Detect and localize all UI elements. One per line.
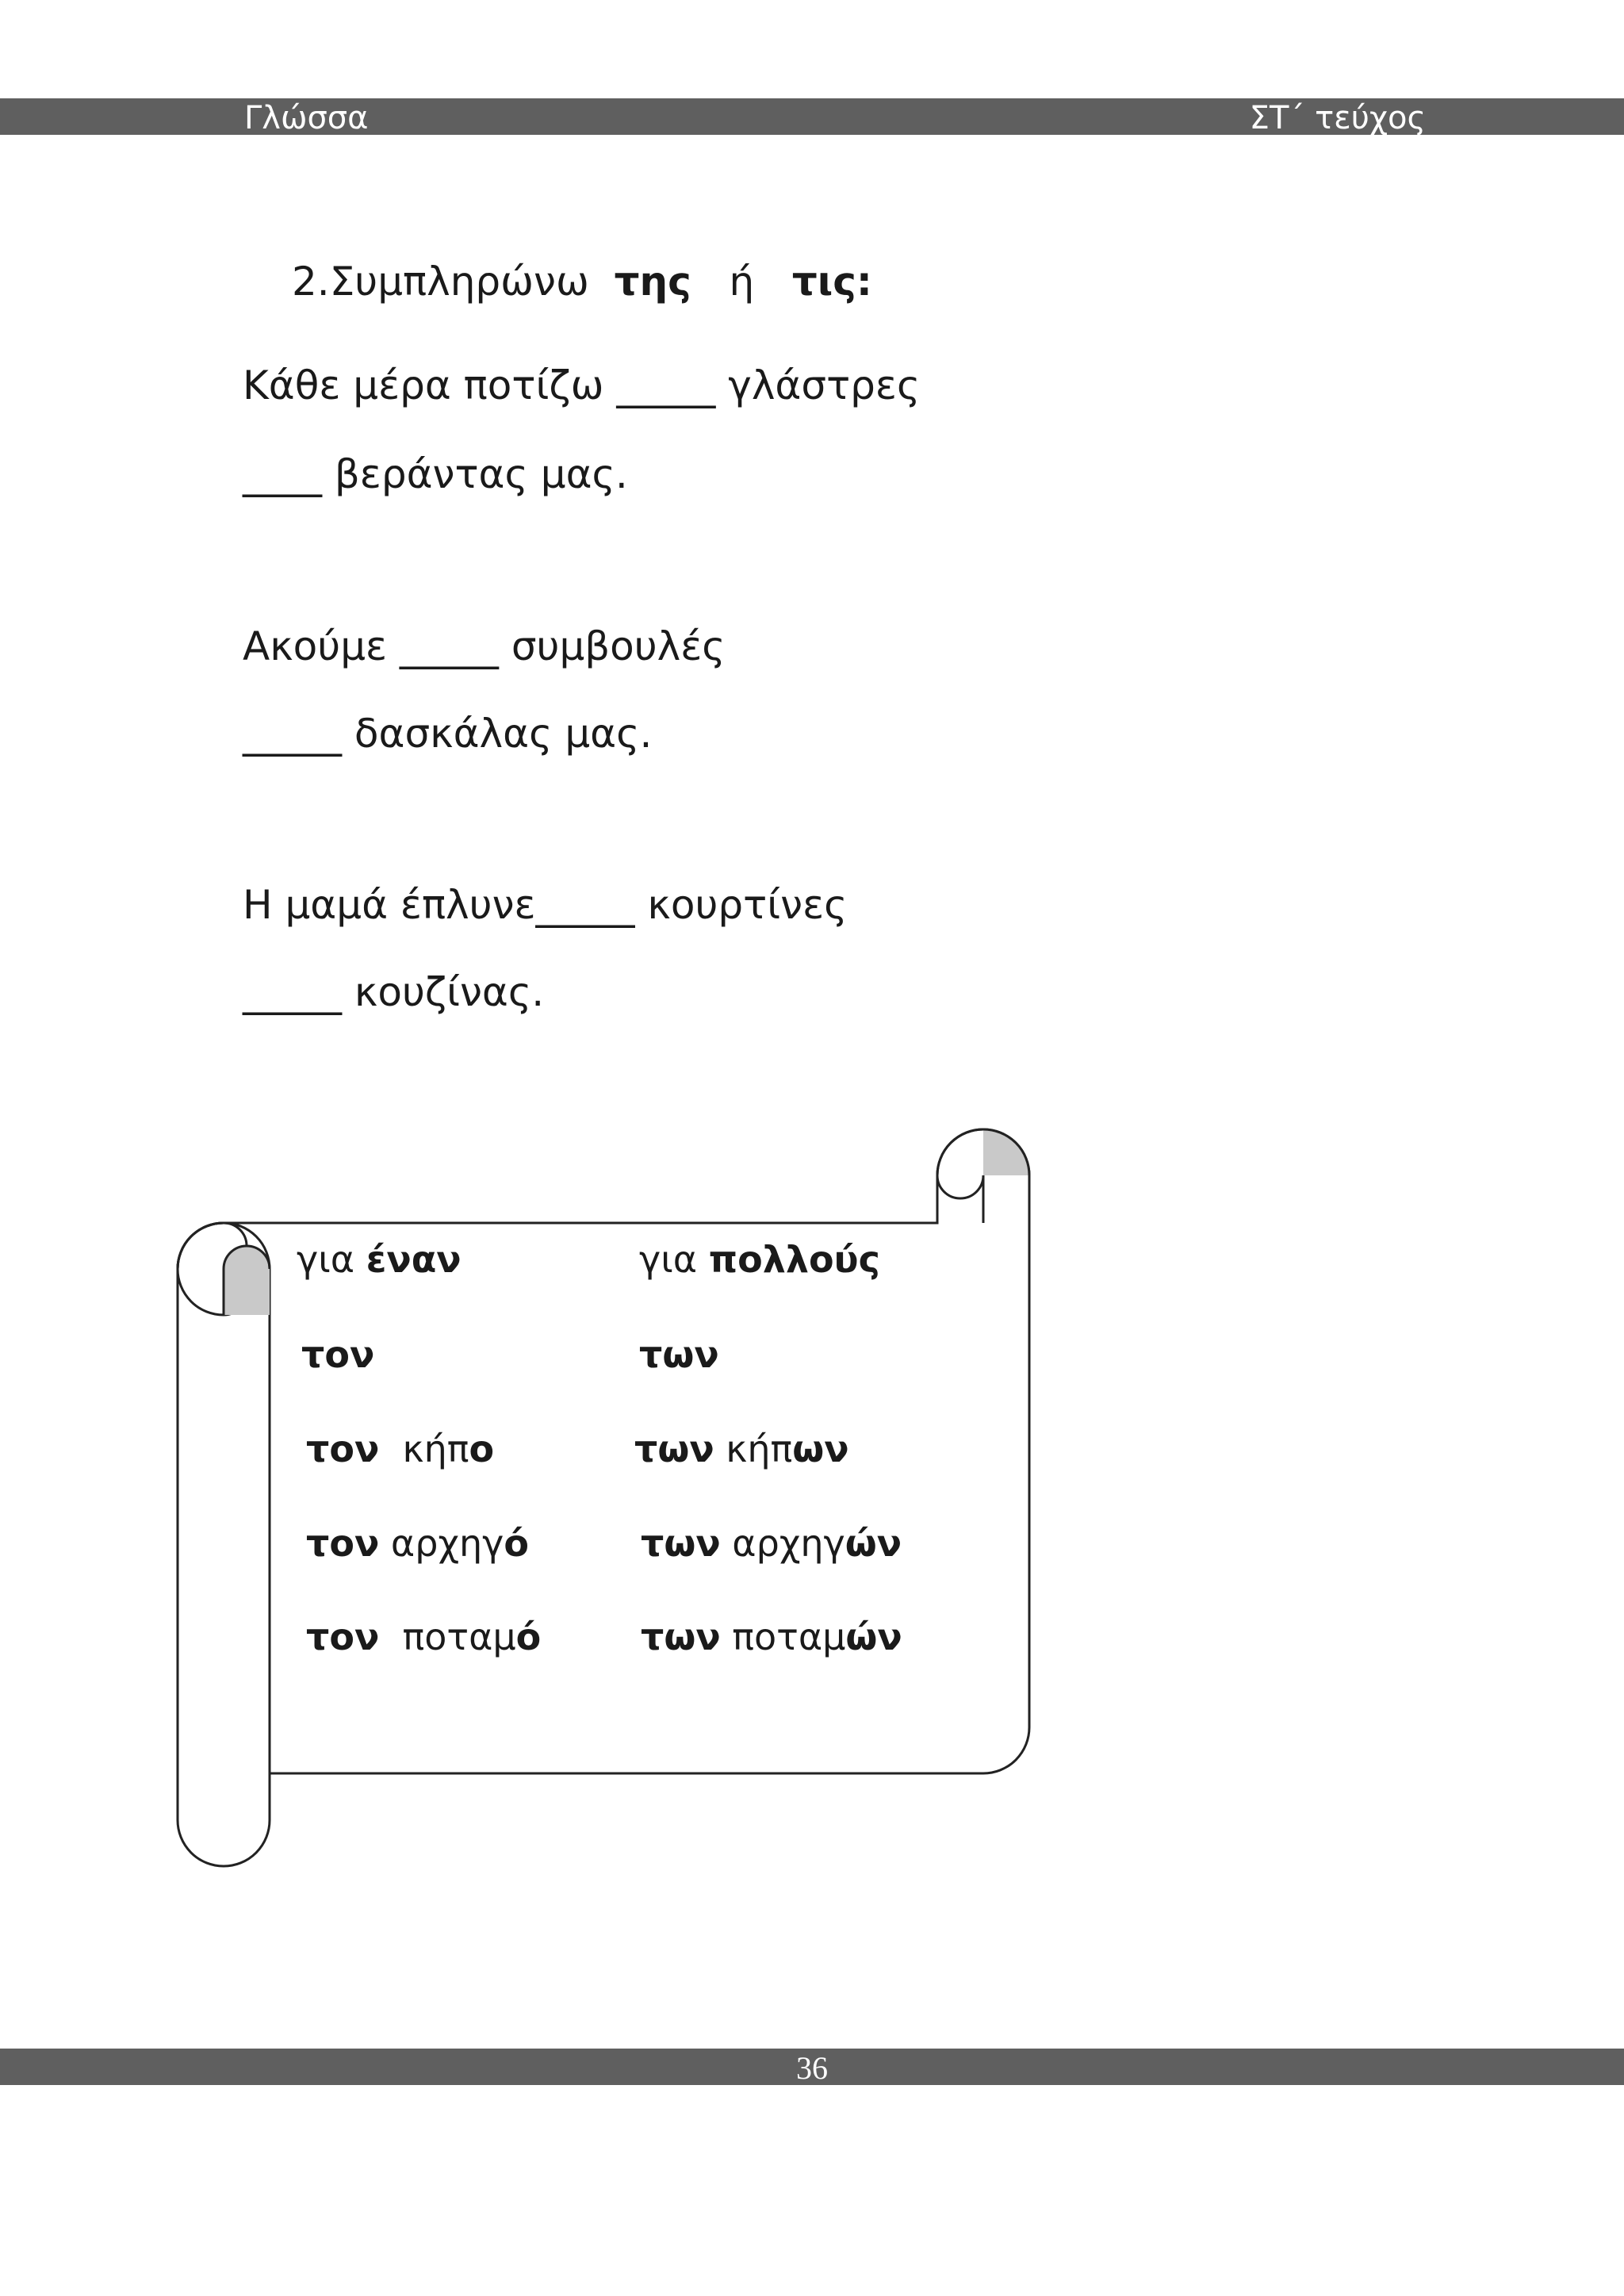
plural-stem: ποταμ [732,1616,846,1658]
plural-row [641,1613,902,1661]
exercise-line: Κάθε μέρα ποτίζω _____ γλάστρες [243,362,921,408]
plural-article: των [641,1616,721,1658]
plural-article: των [641,1522,721,1565]
option-tis-singular: της [614,259,691,305]
singular-heading-prefix: για [297,1238,355,1281]
singular-ending: ό [515,1616,542,1658]
exercise-line: ____ βεράντας μας. [243,451,628,497]
plural-stem: αρχηγ [732,1522,845,1565]
singular-heading [297,1236,462,1283]
singular-stem: ποταμ [402,1616,516,1658]
singular-article: τον [306,1428,380,1470]
exercise-line: _____ δασκάλας μας. [243,711,653,757]
plural-heading-bold: πολλούς [708,1238,880,1281]
issue-label: ΣΤ΄ τεύχος [1249,100,1426,136]
or-word: ή [729,259,755,305]
plural-article: των [639,1333,719,1376]
plural-article: των [634,1428,714,1470]
plural-row [641,1520,902,1567]
singular-row [301,1331,374,1378]
exercise-title-prefix: 2.Συμπληρώνω [292,259,589,305]
exercise-line: Η μαμά έπλυνε_____ κουρτίνες [243,882,848,928]
subject-label: Γλώσσα [244,100,369,136]
plural-row [639,1331,719,1378]
footer-band [0,2049,1624,2085]
singular-article: τον [306,1522,380,1565]
plural-ending: ών [845,1522,902,1565]
singular-row [306,1613,541,1661]
plural-stem: κήπ [726,1428,793,1470]
singular-article: τον [301,1333,375,1376]
exercise-line: _____ κουζίνας. [243,969,545,1015]
singular-stem: αρχηγ [390,1522,504,1565]
plural-row [634,1425,849,1473]
page-number: 36 [796,2050,828,2086]
plural-ending: ών [845,1616,902,1658]
singular-row [306,1520,529,1567]
exercise-line: Ακούμε _____ συμβουλές [243,623,726,669]
singular-stem: κήπ [402,1428,469,1470]
option-tis-plural: τις: [791,259,872,305]
singular-ending: ό [504,1522,530,1565]
plural-ending: ων [792,1428,849,1470]
singular-ending: ο [469,1428,495,1470]
singular-heading-bold: έναν [366,1238,462,1281]
plural-heading-prefix: για [639,1238,698,1281]
scroll-left-roll [178,1223,270,1866]
singular-article: τον [306,1616,380,1658]
singular-row [306,1425,494,1473]
plural-heading [639,1236,880,1283]
